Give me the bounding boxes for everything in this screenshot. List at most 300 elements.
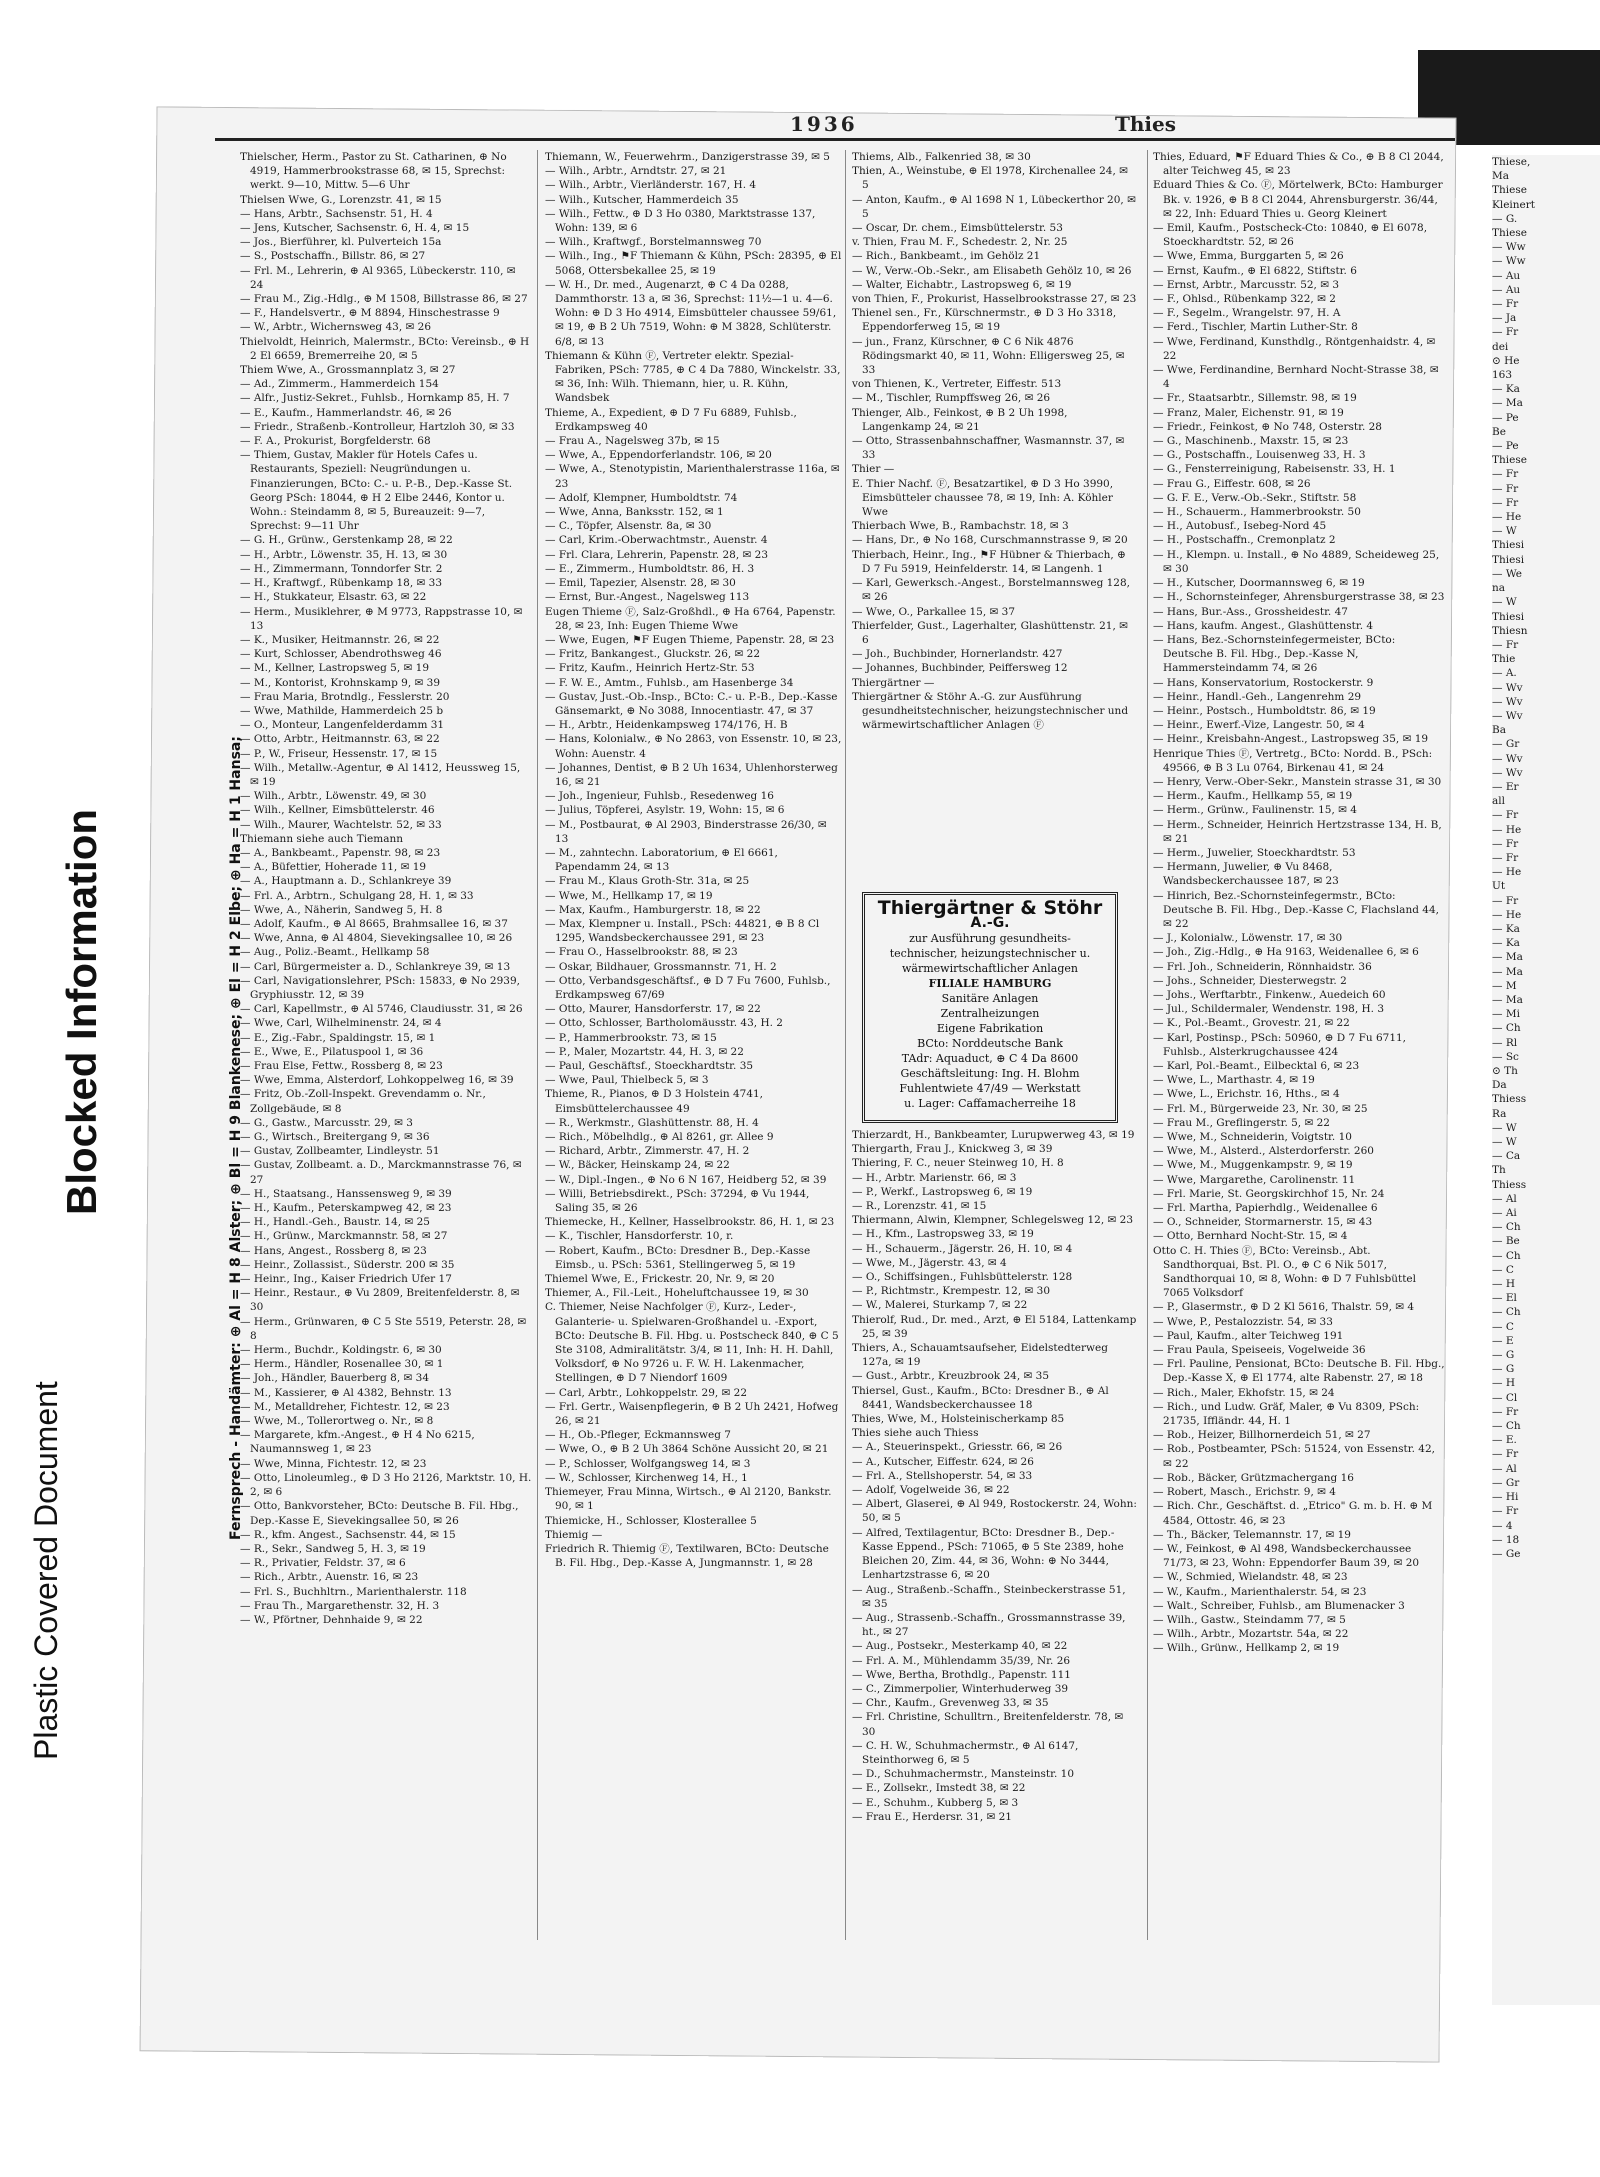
directory-entry: — Hans, Dr., ⊕ No 168, Curschmannstrasse 9, ✉ 20: [852, 534, 1128, 547]
column-divider: [537, 150, 538, 1940]
directory-entry: — Rich., Arbtr., Auenstr. 16, ✉ 23: [240, 1571, 419, 1584]
directory-entry: — H., Schauerm., Jägerstr. 26, H. 10, ✉ 4: [852, 1242, 1073, 1255]
directory-entry: Thierzardt, H., Bankbeamter, Lurupwerweg 43, ✉ 19: [852, 1129, 1135, 1141]
directory-entry: von Thien, F., Prokurist, Hasselbrookstrasse 27, ✉ 23: [852, 293, 1137, 306]
directory-entry: — Wilh., Maurer, Wachtelstr. 52, ✉ 33: [240, 818, 442, 831]
directory-entry: — Joh., Zig.-Hdlg., ⊕ Ha 9163, Weidenallee 6, ✉ 6: [1153, 946, 1419, 959]
ad-line: wärmewirtschaftlicher Anlagen: [901, 962, 1078, 975]
ad-line: BCto: Norddeutsche Bank: [917, 1037, 1063, 1050]
directory-entry: Thiese: [1492, 454, 1527, 467]
directory-entry: — A., Bankbeamt., Papenstr. 98, ✉ 23: [240, 846, 441, 859]
directory-entry: Thielsen Wwe, G., Lorenzstr. 41, ✉ 15: [240, 193, 442, 206]
directory-entry: — Wwe, L., Erichstr. 16, Hths., ✉ 4: [1153, 1088, 1340, 1101]
directory-entry: — H., Autobusf., Isebeg-Nord 45: [1153, 520, 1327, 533]
adjacent-page-sliver: [1492, 155, 1600, 2005]
directory-entry: — Julius, Töpferei, Asylstr. 19, Wohn: 15, ✉ 6: [545, 804, 785, 817]
directory-entry: — Rich. Chr., Geschäftst. d. „Etrico" G. m. b. H. ⊕ M 4584, Ottostr. 46, ✉ 23: [1153, 1500, 1433, 1527]
directory-entry: — Adolf, Kaufm., ⊕ Al 8665, Brahmsallee 16, ✉ 37: [240, 917, 508, 930]
directory-entry: Thiess: [1492, 1093, 1527, 1106]
directory-entry: — E: [1492, 1334, 1514, 1347]
directory-entry: Thielvoldt, Heinrich, Malermstr., BCto: Vereinsb., ⊕ H 2 El 6659, Bremerreihe 20, ✉ 5: [240, 335, 530, 362]
directory-entry: — Ch: [1492, 1249, 1521, 1262]
directory-entry: — O., Schiffsingen., Fuhlsbüttelerstr. 128: [852, 1271, 1073, 1284]
directory-entry: — K., Tischler, Hansdorferstr. 10, r.: [545, 1230, 734, 1243]
directory-entry: — Hans, kaufm. Angest., Glashüttenstr. 4: [1153, 619, 1374, 632]
directory-entry: — C., Zimmerpolier, Winterhuderweg 39: [852, 1682, 1069, 1695]
directory-entry: — H., Kfm., Lastropsweg 33, ✉ 19: [852, 1228, 1034, 1241]
directory-entry: — Wilh., Arbtr., Arndtstr. 27, ✉ 21: [545, 165, 727, 178]
directory-entry: — Gustav, Zollbeamt. a. D., Marckmannstrasse 76, ✉ 27: [240, 1159, 522, 1186]
directory-entry: — Wwe, Ferdinandine, Bernhard Nocht-Strasse 38, ✉ 4: [1153, 364, 1439, 391]
column-2: [545, 150, 842, 1950]
directory-entry: — Wwe, M., Schneiderin, Voigtstr. 10: [1153, 1131, 1352, 1144]
directory-entry: Thielscher, Herm., Pastor zu St. Catharinen, ⊕ No 4919, Hammerbrookstrasse 68, ✉ 15, Sprechst: werkt. 9—10, Mittw. 5—6 Uhr: [240, 151, 507, 192]
directory-entry: — Sc: [1492, 1050, 1519, 1063]
directory-entry: — Frl. Joh., Schneiderin, Rönnhaidstr. 36: [1153, 960, 1372, 973]
directory-entry: — Fr: [1492, 326, 1519, 339]
directory-entry: — Robert, Kaufm., BCto: Dresdner B., Dep.-Kasse Eimsb., u. PSch: 5361, Stellingerweg 5, ✉ 19: [545, 1244, 811, 1271]
directory-entry: ⊙ Th: [1492, 1065, 1518, 1077]
directory-entry: — H., Klempn. u. Install., ⊕ No 4889, Scheideweg 25, ✉ 30: [1153, 548, 1440, 575]
directory-entry: — Rob., Bäcker, Grützmachergang 16: [1153, 1471, 1354, 1484]
directory-entry: — Hans, Konservatorium, Rostockerstr. 9: [1153, 676, 1374, 689]
directory-entry: — G., Postschaffn., Louisenweg 33, H. 3: [1153, 449, 1366, 462]
directory-entry: — W., Bäcker, Heinskamp 24, ✉ 22: [545, 1159, 730, 1172]
directory-entry: — Wilh., Kellner, Eimsbüttelerstr. 46: [240, 804, 435, 817]
directory-entry: — Hans, Kolonialw., ⊕ No 2863, von Essenstr. 10, ✉ 23, Wohn: Auenstr. 4: [545, 733, 842, 760]
ad-line: technischer, heizungstechnischer u.: [889, 947, 1091, 960]
directory-entry: Thiemecke, H., Kellner, Hasselbrookstr. 86, H. 1, ✉ 23: [545, 1216, 835, 1229]
directory-entry: Ra: [1492, 1107, 1507, 1120]
directory-entry: — Richard, Arbtr., Zimmerstr. 47, H. 2: [545, 1145, 750, 1158]
directory-entry: Ut: [1492, 880, 1506, 893]
ad-line: Zentralheizungen: [940, 1007, 1040, 1020]
directory-entry: — R., Lorenzstr. 41, ✉ 15: [852, 1200, 987, 1213]
directory-entry: — Frau G., Eiffestr. 608, ✉ 26: [1153, 477, 1311, 490]
directory-entry: — Frau Maria, Brotndlg., Fesslerstr. 20: [240, 690, 450, 703]
directory-entry: — F. A., Prokurist, Borgfelderstr. 68: [240, 435, 431, 448]
directory-entry: Thiesi: [1492, 553, 1525, 566]
scanner-black-left: [0, 0, 150, 50]
directory-entry: E. Thier Nachf. Ⓕ, Besatzartikel, ⊕ D 3 Ho 3990, Eimsbütteler chaussee 78, ✉ 19, Inh: A. Köhler Wwe: [852, 477, 1114, 519]
directory-entry: — J., Kolonialw., Löwenstr. 17, ✉ 30: [1153, 932, 1343, 945]
directory-entry: — Frau M., Zig.-Hdlg., ⊕ M 1508, Billstrasse 86, ✉ 27: [240, 293, 528, 306]
column-1: [240, 150, 532, 1950]
directory-entry: — Wwe, A., Näherin, Sandweg 5, H. 8: [240, 903, 443, 916]
directory-entry: — Al: [1492, 1462, 1517, 1475]
directory-entry: — C. H. W., Schuhmachermstr., ⊕ Al 6147, Steinthorweg 6, ✉ 5: [852, 1739, 1079, 1766]
directory-entry: — Wv: [1492, 766, 1523, 779]
directory-entry: Thiemig —: [545, 1528, 603, 1541]
directory-entry: — Carl, Arbtr., Lohkoppelstr. 29, ✉ 22: [545, 1386, 748, 1399]
ad-line: TAdr: Aquaduct, ⊕ C 4 Da 8600: [901, 1052, 1079, 1065]
directory-entry: — Be: [1492, 1235, 1520, 1248]
directory-entry: Th: [1492, 1164, 1506, 1177]
directory-entry: — Wwe, Paul, Thielbeck 5, ✉ 3: [545, 1074, 709, 1087]
directory-entry: — Th., Bäcker, Telemannstr. 17, ✉ 19: [1153, 1528, 1351, 1541]
directory-entry: — Frau M., Klaus Groth-Str. 31a, ✉ 25: [545, 875, 750, 888]
directory-entry: — P., Werkf., Lastropsweg 6, ✉ 19: [852, 1185, 1033, 1198]
ad-line: Fuhlentwiete 47/49 — Werkstatt: [899, 1082, 1081, 1095]
directory-entry: — K., Musiker, Heitmannstr. 26, ✉ 22: [240, 633, 440, 646]
directory-entry: — E., Zollsekr., Imstedt 38, ✉ 22: [852, 1782, 1026, 1795]
directory-entry: — Wwe, Emma, Burggarten 5, ✉ 26: [1153, 250, 1344, 263]
directory-entry: — Ma: [1492, 965, 1523, 978]
directory-entry: Thiemer, A., Fil.-Leit., Hoheluftchaussee 19, ✉ 30: [545, 1287, 809, 1300]
directory-entry: Thiem Wwe, A., Grossmannplatz 3, ✉ 27: [240, 364, 456, 377]
directory-entry: — Frau Paula, Speiseeis, Vogelweide 36: [1153, 1344, 1366, 1357]
directory-entry: — W: [1492, 1121, 1517, 1134]
directory-entry: — Ai: [1492, 1207, 1517, 1220]
directory-entry: — Rich., Bankbeamt., im Gehölz 21: [852, 250, 1041, 263]
directory-entry: Otto C. H. Thies Ⓕ, BCto: Vereinsb., Abt. Sandthorquai, Bst. Pl. O., ⊕ C 6 Nik 5017, Sandthorquai 10, ✉ 8, Wohn: ⊕ D 7 Fuhlsbüttel 7065 Volksdorf: [1153, 1244, 1416, 1300]
directory-entry: — R., Sekr., Sandweg 5, H. 3, ✉ 19: [240, 1542, 426, 1555]
directory-entry: — Wv: [1492, 695, 1523, 708]
directory-entry: — Wv: [1492, 681, 1523, 694]
directory-entry: — W: [1492, 1136, 1517, 1149]
directory-entry: — E., Zig.-Fabr., Spaldingstr. 15, ✉ 1: [240, 1031, 436, 1044]
directory-entry: — W., Malerei, Sturkamp 7, ✉ 22: [852, 1299, 1028, 1312]
fernsprech-legend: Fernsprech - Handämter: ⊕ Al = H 8 Alster; ⊕ Bl = H 9 Blankenese; ⊕ El = H 2 Elbe; ⊕ Ha = H 1 Hansa;: [228, 736, 244, 1540]
directory-entry: — Frl. Clara, Lehrerin, Papenstr. 28, ✉ 23: [545, 548, 769, 561]
directory-entry: — E., Wwe, E., Pilatuspool 1, ✉ 36: [240, 1045, 424, 1058]
directory-entry: — Wilh., Arbtr., Mozartstr. 54a, ✉ 22: [1153, 1628, 1349, 1641]
directory-entry: — Fr: [1492, 837, 1519, 850]
directory-entry: — M., Kellner, Lastropsweg 5, ✉ 19: [240, 662, 430, 675]
directory-entry: Be: [1492, 425, 1506, 438]
directory-entry: Thier —: [852, 463, 895, 476]
directory-entry: — Rl: [1492, 1036, 1518, 1049]
directory-entry: — 4: [1492, 1519, 1513, 1532]
directory-entry: Thienger, Alb., Feinkost, ⊕ B 2 Uh 1998, Langenkamp 24, ✉ 21: [852, 406, 1068, 433]
directory-entry: — H., Schauerm., Hammerbrookstr. 50: [1153, 506, 1361, 519]
directory-entry: — Otto, Verbandsgeschäftsf., ⊕ D 7 Fu 7600, Fuhlsb., Erdkampsweg 67/69: [545, 974, 831, 1001]
directory-entry: — F., Segelm., Wrangelstr. 97, H. A: [1153, 307, 1341, 320]
directory-entry: — Margarete, kfm.-Angest., ⊕ H 4 No 6215, Naumannsweg 1, ✉ 23: [240, 1429, 475, 1456]
directory-entry: — Paul, Geschäftsf., Stoeckhardtstr. 35: [545, 1060, 754, 1072]
directory-entry: — A.: [1492, 667, 1517, 680]
directory-entry: — M., Kassierer, ⊕ Al 4382, Behnstr. 13: [240, 1386, 452, 1399]
sidebar-label-blocked: Blocked Information: [58, 808, 105, 1215]
directory-entry: — Frl. Martha, Papierhdlg., Weidenallee 6: [1153, 1202, 1378, 1215]
directory-entry: Thiemann siehe auch Tiemann: [240, 832, 404, 845]
directory-entry: — Fr: [1492, 1448, 1519, 1461]
directory-entry: Thieme, A., Expedient, ⊕ D 7 Fu 6889, Fuhlsb., Erdkampsweg 40: [545, 406, 797, 433]
directory-entry: Thiems, Alb., Falkenried 38, ✉ 30: [852, 151, 1031, 163]
directory-entry: — Wv: [1492, 709, 1523, 722]
column-divider: [845, 150, 846, 1940]
directory-entry: — Aug., Poliz.-Beamt., Hellkamp 58: [240, 946, 430, 959]
directory-entry: — H: [1492, 1377, 1515, 1390]
directory-entry: — Cl: [1492, 1391, 1518, 1404]
directory-entry: — W., Arbtr., Wichernsweg 43, ✉ 26: [240, 321, 432, 334]
directory-entry: — H., Zimmermann, Tonndorfer Str. 2: [240, 562, 443, 575]
directory-entry: Thiers, A., Schauamtsaufseher, Eidelstedterweg 127a, ✉ 19: [852, 1342, 1108, 1369]
column-3-top: [852, 150, 1137, 885]
directory-entry: — W. H., Dr. med., Augenarzt, ⊕ C 4 Da 0288, Dammthorstr. 13 a, ✉ 36, Sprechst: 11½—1 u. 4—6. Wohn: ⊕ D 3 Ho 4914, Eimsbütteler chaussee 59/61, ✉ 19, ⊕ B 2 Uh 7519, Wohn: ⊕ M 3828, Schlüterstr. 6/8, ✉ 13: [545, 278, 837, 348]
directory-entry: — Hans, Angest., Rossberg 8, ✉ 23: [240, 1244, 427, 1257]
directory-entry: — He: [1492, 511, 1522, 524]
directory-entry: — Frl. Pauline, Pensionat, BCto: Deutsche B. Fil. Hbg., Dep.-Kasse X, ⊕ El 1774, alte Rabenstr. 27, ✉ 18: [1153, 1358, 1445, 1385]
directory-entry: — W., Feinkost, ⊕ Al 498, Wandsbeckerchaussee 71/73, ✉ 23, Wohn: Eppendorfer Baum 39, ✉ 20: [1153, 1542, 1420, 1570]
directory-entry: Thiering, F. C., neuer Steinweg 10, H. 8: [852, 1157, 1064, 1170]
directory-entry: — M., Postbaurat, ⊕ Al 2903, Binderstrasse 26/30, ✉ 13: [545, 818, 827, 845]
directory-entry: Thiemeyer, Frau Minna, Wirtsch., ⊕ Al 2120, Bankstr. 90, ✉ 1: [545, 1486, 832, 1513]
directory-entry: — Wwe, Anna, ⊕ Al 4804, Sievekingsallee 10, ✉ 26: [240, 932, 513, 945]
directory-entry: — Wwe, Ferdinand, Kunsthdlg., Röntgenhaidstr. 4, ✉ 22: [1153, 335, 1436, 362]
directory-entry: — Herm., Kaufm., Hellkamp 55, ✉ 19: [1153, 790, 1353, 803]
directory-entry: — H., Arbtr., Heidenkampsweg 174/176, H. B: [545, 719, 788, 732]
directory-entry: Thiersel, Gust., Kaufm., BCto: Dresdner B., ⊕ Al 8441, Wandsbeckerchaussee 18: [852, 1384, 1109, 1411]
directory-entry: — Frl. Marie, St. Georgskirchhof 15, Nr. 24: [1153, 1187, 1385, 1200]
directory-entry: — Frau O., Hasselbrookstr. 88, ✉ 23: [545, 946, 738, 959]
directory-entry: ⊙ He: [1492, 354, 1520, 367]
ad-line: Eigene Fabrikation: [936, 1022, 1044, 1035]
directory-entry: — Wilh., Kraftwgf., Borstelmannsweg 70: [545, 236, 762, 249]
directory-entry: Thierolf, Rud., Dr. med., Arzt, ⊕ El 5184, Lattenkamp 25, ✉ 39: [852, 1313, 1137, 1340]
directory-entry: Da: [1492, 1079, 1507, 1092]
directory-entry: — Au: [1492, 283, 1521, 296]
directory-entry: — Adolf, Klempner, Humboldtstr. 74: [545, 491, 738, 504]
directory-entry: — 18: [1492, 1533, 1520, 1546]
directory-entry: — Johs., Schneider, Diesterwegstr. 2: [1153, 974, 1347, 987]
directory-entry: — Herm., Buchdr., Koldingstr. 6, ✉ 30: [240, 1344, 442, 1357]
directory-entry: — G: [1492, 1363, 1515, 1376]
directory-entry: — Heinr., Postsch., Humboldtstr. 86, ✉ 19: [1153, 704, 1376, 717]
directory-entry: — Fr: [1492, 496, 1519, 509]
directory-entry: — Hans, Arbtr., Sachsenstr. 51, H. 4: [240, 207, 433, 220]
directory-entry: — Ja: [1492, 312, 1517, 325]
directory-entry: — Rich., Maler, Ekhofstr. 15, ✉ 24: [1153, 1386, 1335, 1399]
directory-entry: — We: [1492, 567, 1522, 580]
directory-entry: — C: [1492, 1263, 1514, 1276]
directory-entry: — G. H., Grünw., Gerstenkamp 28, ✉ 22: [240, 534, 453, 547]
directory-entry: — Max, Kaufm., Hamburgerstr. 18, ✉ 22: [545, 903, 761, 916]
directory-entry: Kleinert: [1492, 198, 1535, 211]
directory-entry: — Johannes, Dentist, ⊕ B 2 Uh 1634, Uhlenhorsterweg 16, ✉ 21: [545, 761, 838, 788]
directory-entry: — M., Tischler, Rumpffsweg 26, ✉ 26: [852, 392, 1051, 405]
directory-entry: Thie: [1492, 653, 1516, 666]
directory-entry: — H., Staatsang., Hanssensweg 9, ✉ 39: [240, 1187, 452, 1200]
directory-entry: — P., W., Friseur, Hessenstr. 17, ✉ 15: [240, 747, 438, 760]
directory-entry: — Ch: [1492, 1022, 1521, 1035]
directory-entry: — Ch: [1492, 1306, 1521, 1319]
directory-entry: — C., Töpfer, Alsenstr. 8a, ✉ 30: [545, 520, 712, 533]
directory-entry: — K., Pol.-Beamt., Grovestr. 21, ✉ 22: [1153, 1017, 1350, 1030]
directory-entry: — Friedr., Feinkost, ⊕ No 748, Osterstr. 28: [1153, 420, 1382, 433]
directory-entry: — Ch: [1492, 1221, 1521, 1234]
directory-entry: — Karl, Gewerksch.-Angest., Borstelmannsweg 128, ✉ 26: [852, 577, 1131, 604]
directory-entry: — Au: [1492, 269, 1521, 282]
directory-entry: — Wwe, M., Alsterd., Alsterdorferstr. 260: [1153, 1145, 1374, 1158]
directory-entry: — Wilh., Metallw.-Agentur, ⊕ Al 1412, Heussweg 15, ✉ 19: [240, 761, 521, 788]
header-name: Thies: [1115, 112, 1177, 136]
directory-entry: — H., Arbtr., Löwenstr. 35, H. 13, ✉ 30: [240, 548, 448, 561]
directory-entry: Thien, A., Weinstube, ⊕ El 1978, Kirchenallee 24, ✉ 5: [852, 165, 1128, 192]
directory-entry: — H., Arbtr. Marienstr. 66, ✉ 3: [852, 1171, 1017, 1184]
directory-entry: — Wilh., Gastw., Steindamm 77, ✉ 5: [1153, 1613, 1346, 1626]
directory-entry: — G.: [1492, 212, 1518, 225]
directory-entry: — Heinr., Ewerf.-Vize, Langestr. 50, ✉ 4: [1153, 719, 1365, 732]
directory-entry: — G., Maschinenb., Maxstr. 15, ✉ 23: [1153, 435, 1349, 448]
advertisement-thiergaertner: [862, 892, 1118, 1123]
directory-entry: — Frau Th., Margarethenstr. 32, H. 3: [240, 1599, 440, 1612]
directory-entry: — Friedr., Straßenb.-Kontrolleur, Hartzloh 30, ✉ 33: [240, 420, 515, 433]
ad-subtitle: A.-G.: [970, 915, 1010, 931]
directory-entry: — Jos., Bierführer, kl. Pulverteich 15a: [240, 236, 442, 249]
directory-entry: — Henry, Verw.-Ober-Sekr., Manstein strasse 31, ✉ 30: [1153, 775, 1442, 788]
directory-entry: — Rob., Heizer, Billhornerdeich 51, ✉ 27: [1153, 1429, 1371, 1442]
directory-entry: — Wilh., Grünw., Hellkamp 2, ✉ 19: [1153, 1642, 1340, 1655]
bottom-margin: [0, 2075, 1600, 2177]
directory-entry: — Wwe, Carl, Wilhelminenstr. 24, ✉ 4: [240, 1017, 442, 1030]
directory-entry: — Wwe, Bertha, Brothdlg., Papenstr. 111: [852, 1668, 1071, 1681]
directory-entry: — Oscar, Dr. chem., Eimsbüttelerstr. 53: [852, 222, 1063, 235]
directory-entry: — Otto, Maurer, Hansdorferstr. 17, ✉ 22: [545, 1003, 761, 1016]
directory-entry: — Frau Else, Fettw., Rossberg 8, ✉ 23: [240, 1060, 443, 1072]
directory-entry: — Fritz, Bankangest., Gluckstr. 26, ✉ 22: [545, 648, 761, 661]
directory-entry: — Heinr., Ing., Kaiser Friedrich Ufer 17: [240, 1273, 452, 1286]
directory-entry: — M: [1492, 979, 1517, 992]
directory-entry: — Otto, Bankvorsteher, BCto: Deutsche B. Fil. Hbg., Dep.-Kasse E, Sievekingsallee 50, ✉ 26: [240, 1500, 519, 1527]
directory-entry: Thiesi: [1492, 610, 1525, 623]
directory-entry: — Wilh., Arbtr., Vierländerstr. 167, H. 4: [545, 179, 757, 192]
directory-entry: v. Thien, Frau M. F., Schedestr. 2, Nr. 25: [852, 236, 1068, 249]
ad-title: Thiergärtner & Stöhr: [877, 897, 1103, 919]
directory-entry: — Willi, Betriebsdirekt., PSch: 37294, ⊕ Vu 1944, Saling 35, ✉ 26: [545, 1187, 810, 1215]
directory-entry: — Rich., und Ludw. Gräf, Maler, ⊕ Vu 8309, PSch: 21735, Iffländr. 44, H. 1: [1153, 1400, 1420, 1428]
directory-entry: — A., Kutscher, Eiffestr. 624, ✉ 26: [852, 1455, 1034, 1468]
directory-entry: — Wilh., Kutscher, Hammerdeich 35: [545, 193, 739, 206]
directory-entry: — G., Gastw., Marcusstr. 29, ✉ 3: [240, 1116, 413, 1129]
directory-entry: — El: [1492, 1292, 1517, 1305]
page-header: [215, 112, 1455, 141]
directory-entry: — H., Kraftwgf., Rübenkamp 18, ✉ 33: [240, 577, 443, 590]
directory-entry: — H., Postschaffn., Cremonplatz 2: [1153, 534, 1336, 547]
directory-entry: — Fr: [1492, 482, 1519, 495]
directory-entry: — Wwe, O., Parkallee 15, ✉ 37: [852, 605, 1016, 618]
directory-entry: — W., Schmied, Wielandstr. 48, ✉ 23: [1153, 1571, 1348, 1584]
directory-entry: Friedrich R. Thiemig Ⓕ, Textilwaren, BCto: Deutsche B. Fil. Hbg., Dep.-Kasse A, Jungmannstr. 1, ✉ 28: [545, 1542, 829, 1570]
directory-entry: Ma: [1492, 170, 1510, 183]
directory-entry: — Franz, Maler, Eichenstr. 91, ✉ 19: [1153, 406, 1344, 419]
directory-entry: — Wilh., Ing., ⚑F Thiemann & Kühn, PSch: 28395, ⊕ El 5068, Ottersbekallee 25, ✉ 19: [545, 250, 842, 277]
directory-entry: — Heinr., Kreisbahn-Angest., Lastropsweg 35, ✉ 19: [1153, 733, 1429, 746]
directory-entry: — Joh., Ingenieur, Fuhlsb., Resedenweg 16: [545, 790, 774, 803]
directory-entry: — E.: [1492, 1434, 1517, 1447]
directory-entry: Thiergärtner & Stöhr A.-G. zur Ausführung gesundheitstechnischer, heizungstechnischer und wärmewirtschaftlicher Anlagen Ⓕ: [852, 690, 1129, 732]
directory-entry: — H., Stukkateur, Elsastr. 63, ✉ 22: [240, 591, 427, 604]
directory-entry: — Herm., Grünw., Faulinenstr. 15, ✉ 4: [1153, 804, 1357, 817]
directory-entry: — Gustav, Just.-Ob.-Insp., BCto: C.- u. P.-B., Dep.-Kasse Gänsemarkt, ⊕ No 3088, Innocentiastr. 47, ✉ 37: [545, 690, 838, 717]
directory-entry: Thieme, R., Pianos, ⊕ D 3 Holstein 4741, Eimsbüttelerchaussee 49: [545, 1088, 764, 1115]
directory-entry: — He: [1492, 866, 1522, 879]
directory-entry: Thiesn: [1492, 624, 1528, 637]
directory-entry: 163: [1492, 369, 1513, 382]
directory-entry: — Frau M., Greflingerstr. 5, ✉ 22: [1153, 1116, 1330, 1129]
directory-entry: Ba: [1492, 724, 1506, 737]
directory-entry: Eduard Thies & Co. Ⓕ, Mörtelwerk, BCto: Hamburger Bk. v. 1926, ⊕ B 8 Cl 2044, Ahrensburgerstr. 36/44, ✉ 22, Inh: Eduard Thies u. Georg Kleinert: [1153, 179, 1443, 220]
directory-entry: — H., Kutscher, Doormannsweg 6, ✉ 19: [1153, 577, 1365, 590]
directory-entry: — Hermann, Juwelier, ⊕ Vu 8468, Wandsbeckerchaussee 187, ✉ 23: [1153, 861, 1339, 888]
directory-entry: — Mi: [1492, 1008, 1520, 1021]
directory-entry: — Heinr., Handl.-Geh., Langenrehm 29: [1153, 690, 1362, 703]
directory-entry: — A., Hauptmann a. D., Schlankreye 39: [240, 875, 452, 888]
directory-entry: — Alfred, Textilagentur, BCto: Dresdner B., Dep.-Kasse Eppend., PSch: 71065, ⊕ 5 Ste 2389, hohe Bleichen 20, Zim. 44, ✉ 36, Wohn: ⊕ No 3444, Lenhartzstrasse 6, ✉ 20: [852, 1526, 1124, 1582]
directory-entry: Thiemicke, H., Schlosser, Klosterallee 5: [545, 1514, 757, 1527]
directory-entry: — Fr: [1492, 894, 1519, 907]
directory-entry: — H., Grünw., Marckmannstr. 58, ✉ 27: [240, 1230, 448, 1243]
directory-entry: — Wwe, L., Marthastr. 4, ✉ 19: [1153, 1074, 1315, 1087]
directory-entry: — Wwe, Anna, Banksstr. 152, ✉ 1: [545, 506, 724, 519]
directory-entry: — Emil, Kaufm., Postscheck-Cto: 10840, ⊕ El 6078, Stoeckhardtstr. 52, ✉ 26: [1153, 222, 1428, 249]
directory-entry: — P., Schlosser, Wolfgangsweg 14, ✉ 3: [545, 1457, 751, 1470]
directory-entry: — W: [1492, 525, 1517, 538]
directory-entry: — G., Fensterreinigung, Rabeisenstr. 33, H. 1: [1153, 463, 1396, 476]
directory-entry: — Herm., Schneider, Heinrich Hertzstrasse 134, H. B, ✉ 21: [1153, 818, 1442, 845]
directory-entry: — Anton, Kaufm., ⊕ Al 1698 N 1, Lübeckerthor 20, ✉ 5: [852, 193, 1136, 220]
directory-entry: — Frl. Gertr., Waisenpflegerin, ⊕ B 2 Uh 2421, Hofweg 26, ✉ 21: [545, 1400, 839, 1428]
directory-entry: Thierfelder, Gust., Lagerhalter, Glashüttenstr. 21, ✉ 6: [852, 619, 1128, 646]
directory-entry: — O., Monteur, Langenfelderdamm 31: [240, 719, 445, 732]
directory-entry: — Frl. Christine, Schulltrn., Breitenfelderstr. 78, ✉ 30: [852, 1711, 1124, 1738]
directory-entry: Thiergärtner —: [852, 676, 935, 689]
directory-entry: — Rob., Postbeamter, PSch: 51524, von Essenstr. 42, ✉ 22: [1153, 1443, 1435, 1470]
directory-entry: — Pe: [1492, 440, 1519, 453]
directory-entry: — Rich., Möbelhdlg., ⊕ Al 8261, gr. Allee 9: [545, 1131, 774, 1144]
directory-entry: — Wwe, M., Muggenkampstr. 9, ✉ 19: [1153, 1159, 1353, 1172]
directory-entry: — H: [1492, 1278, 1515, 1291]
directory-entry: — Hinrich, Bez.-Schornsteinfegermstr., BCto: Deutsche B. Fil. Hbg., Dep.-Kasse C, Flachsland 44, ✉ 22: [1153, 889, 1439, 930]
directory-entry: Henrique Thies Ⓕ, Vertretg., BCto: Nordd. B., PSch: 49566, ⊕ B 3 Lu 0764, Birkenau 41, ✉ 24: [1153, 747, 1433, 774]
directory-entry: — E., Zimmerm., Humboldtstr. 86, H. 3: [545, 562, 755, 575]
directory-entry: — Frl. S., Buchhltrn., Marienthalerstr. 118: [240, 1585, 467, 1598]
directory-entry: — Ca: [1492, 1150, 1521, 1163]
directory-entry: — Aug., Strassenb.-Schaffn., Grossmannstrasse 39, ht., ✉ 27: [852, 1611, 1126, 1639]
directory-entry: — Fr: [1492, 1505, 1519, 1518]
directory-entry: — E., Kaufm., Hammerlandstr. 46, ✉ 26: [240, 406, 452, 419]
directory-entry: — Ww: [1492, 255, 1526, 268]
directory-entry: — W., Dipl.-Ingen., ⊕ No 6 N 167, Heidberg 52, ✉ 39: [545, 1173, 827, 1186]
directory-entry: — Alfr., Justiz-Sekret., Fuhlsb., Hornkamp 85, H. 7: [240, 392, 510, 405]
directory-entry: — Aug., Straßenb.-Schaffn., Steinbeckerstrasse 51, ✉ 35: [852, 1583, 1126, 1610]
directory-entry: — Ka: [1492, 383, 1520, 396]
directory-entry: Thiesi: [1492, 539, 1525, 552]
directory-entry: — Gust., Arbtr., Kreuzbrook 24, ✉ 35: [852, 1370, 1050, 1383]
directory-entry: — Wwe, M., Tollerortweg o. Nr., ✉ 8: [240, 1415, 434, 1428]
directory-entry: — Gustav, Zollbeamter, Lindleystr. 51: [240, 1145, 440, 1158]
directory-entry: — W., Pförtner, Dehnhaide 9, ✉ 22: [240, 1613, 423, 1626]
directory-entry: — Ka: [1492, 922, 1520, 935]
directory-entry: — Kurt, Schlosser, Abendrothsweg 46: [240, 648, 442, 661]
directory-entry: — Fritz, Ob.-Zoll-Inspekt. Grevendamm o. Nr., Zollgebäude, ✉ 8: [240, 1088, 486, 1115]
directory-entry: — W., Schlosser, Kirchenweg 14, H., 1: [545, 1471, 748, 1484]
directory-entry: — H., Handl.-Geh., Baustr. 14, ✉ 25: [240, 1216, 430, 1229]
directory-entry: — Er: [1492, 780, 1519, 793]
directory-entry: — M., Kontorist, Krohnskamp 9, ✉ 39: [240, 676, 441, 689]
directory-entry: — Oskar, Bildhauer, Grossmannstr. 71, H. 2: [545, 960, 777, 973]
directory-entry: — Wwe, A., Stenotypistin, Marienthalerstrasse 116a, ✉ 23: [545, 463, 840, 490]
directory-entry: — Wv: [1492, 752, 1523, 765]
directory-entry: — Johannes, Buchbinder, Peiffersweg 12: [852, 662, 1068, 675]
directory-entry: — G. F. E., Verw.-Ob.-Sekr., Stiftstr. 58: [1153, 491, 1357, 504]
directory-entry: — Fr: [1492, 851, 1519, 864]
directory-entry: — Frl. A., Arbtrn., Schulgang 28, H. 1, ✉ 33: [240, 889, 474, 902]
directory-entry: — Walter, Eichabtr., Lastropsweg 6, ✉ 19: [852, 278, 1072, 291]
directory-entry: — Wwe, Eugen, ⚑F Eugen Thieme, Papenstr. 28, ✉ 23: [545, 633, 835, 646]
directory-entry: — Herm., Juwelier, Stoeckhardtstr. 53: [1153, 846, 1356, 859]
directory-entry: — Ernst, Arbtr., Marcusstr. 52, ✉ 3: [1153, 278, 1340, 291]
